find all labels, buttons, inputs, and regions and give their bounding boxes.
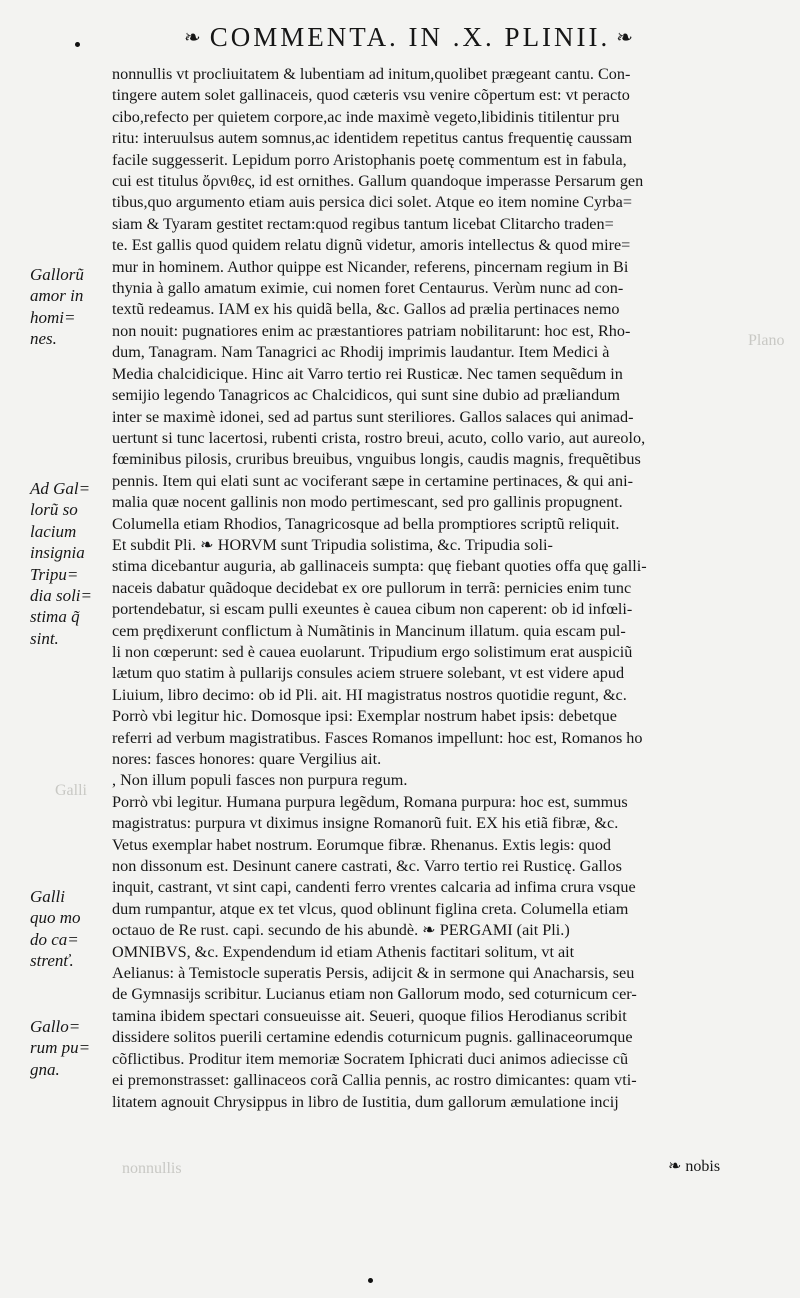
text-line: malia quæ nocent gallinis non modo pertimescant, sed pro gallinis propugnent. (112, 493, 623, 512)
text-line: tamina ibidem spectari consueuisse ait. Seueri, quoque filios Herodianus scribit (112, 1006, 627, 1025)
text-line: nores: fasces honores: quare Vergilius ait. (112, 750, 382, 768)
text-line: pennis. Item qui elati sunt ac vociferant sæpe in certamine pertinaces, & qui ani- (112, 471, 633, 490)
margin-note-line: lacium (30, 521, 77, 541)
text-line: Porrò vbi legitur hic. Domosque ipsi: Exemplar nostrum habet ipsis: debetque (112, 707, 617, 726)
text-line: Vetus exemplar habet nostrum. Eorumque fibræ. Rhenanus. Extis legis: quod (112, 835, 612, 854)
show-through-text: Plano (748, 332, 785, 349)
text-line: li non cœperunt: sed è cauea euolarunt. Tripudium ergo solistimum erat auspiciũ (112, 642, 633, 661)
text-line: dissidere solitos puerili certamine edendis coturnicum pugnis. gallinaceorumque (112, 1028, 633, 1047)
margin-note-line: Gallo= (30, 1017, 81, 1036)
margin-note-line: sint. (30, 628, 59, 648)
margin-note-line: amor in (30, 286, 84, 306)
running-title: COMMENTA. IN .X. PLINII. (209, 21, 611, 52)
ink-dot (75, 42, 80, 47)
text-line: siam & Tyaram gestitet rectam:quod regibus tantum licebat Clitarcho traden= (112, 214, 614, 233)
fleuron-right-icon: ❧ (616, 26, 637, 49)
text-line: textũ redeamus. IAM ex his quidã bella, &c. Gallos ad prælia pertinaces nemo (112, 300, 620, 319)
margin-note-line: insignia (30, 543, 85, 563)
text-line: thynia à gallo amatum eximie, cui nomen foret Centaurus. Verùm nunc ad con- (112, 279, 624, 298)
text-line: OMNIBVS, &c. Expendendum id etiam Athenis factitari solitum, vt ait (112, 942, 575, 961)
running-head (140, 14, 680, 60)
text-line: Et subdit Pli. ❧ HORVM sunt Tripudia solistima, &c. Tripudia soli- (112, 535, 553, 554)
fleuron-left-icon: ❧ (183, 26, 204, 49)
text-line: cui est titulus ὄρνιθες, id est ornithes. Gallum quandoque imperasse Persarum gen (112, 172, 644, 191)
text-line: Porrò vbi legitur. Humana purpura legẽdum, Romana purpura: hoc est, summus (112, 792, 628, 811)
margin-note (30, 478, 102, 649)
text-line: Liuium, libro decimo: ob id Pli. ait. HI magistratus nostros quotidie regunt, &c. (112, 685, 627, 704)
text-line: Columella etiam Rhodios, Tanagricosque ad bella promptiores scriptũ reliquit. (112, 514, 620, 533)
margin-note-line: stima q̃ (30, 607, 80, 627)
text-line: te. Est gallis quod quidem relatu dignũ videtur, amoris intellectus & quod mire= (112, 236, 631, 255)
text-line: litatem agnouit Chrysippus in libro de Iustitia, dum gallorum æmulatione incij (112, 1092, 619, 1111)
text-line: non nouit: pugnatiores enim ac præstantiores patriam nobilitarunt: hoc est, Rho- (112, 321, 631, 340)
text-line: nonnullis vt procliuitatem & lubentiam ad initum,quolibet prægeant cantu. Con- (112, 65, 631, 83)
text-line: lætum quo statim à pullarijs consules aciem struere solebant, vt est videre apud (112, 664, 625, 683)
text-line: de Gymnasijs scribitur. Lucianus etiam non Gallorum modo, sed coturnicum cer- (112, 985, 637, 1004)
text-line: Media chalcidicique. Hinc ait Varro tertio rei Rusticæ. Nec tamen sequẽdum in (112, 364, 623, 383)
text-line: cibo,refecto per quietem corpore,ac inde maximè vegeto,libidinis titilentur pru (112, 107, 620, 126)
margin-note-line: Tripu= (30, 564, 79, 584)
text-line: portendebatur, si escam pulli exeuntes è cauea cibum non caperent: ob id infœli- (112, 600, 633, 619)
text-line: naceis dabatur quãdoque decidebat ex ore pullorum in terrã: pernicies enim tunc (112, 578, 632, 597)
margin-note-line: rum pu= (30, 1038, 91, 1058)
text-line: stima dicebantur auguria, ab gallinaceis sumpta: quę fiebant quoties offa quę galli- (112, 557, 647, 576)
ink-dot (368, 1278, 373, 1283)
margin-note (30, 886, 102, 972)
margin-note-line: strenť. (30, 951, 74, 971)
text-line: referri ad verbum magistratibus. Fasces Romanos impellunt: hoc est, Romanos ho (112, 728, 643, 747)
text-line: , Non illum populi fasces non purpura regum. (112, 771, 408, 790)
show-through-text: nonnullis (122, 1160, 182, 1177)
margin-note-line: dia soli= (30, 586, 93, 606)
margin-note (30, 264, 102, 350)
text-line: inquit, castrant, vt sint capi, candenti ferro vrentes calcaria ad infima crura vsque (112, 878, 636, 897)
text-line: facile suggesserit. Lepidum porro Aristophanis poetę commentum est in fabula, (112, 150, 627, 169)
text-line: octauo de Re rust. capi. secundo de his abundè. ❧ PERGAMI (ait Pli.) (112, 921, 570, 940)
margin-note-line: homi= (30, 307, 76, 327)
catchword: ❧ nobis (668, 1158, 721, 1175)
margin-note-line: nes. (30, 329, 57, 349)
margin-note-line: do ca= (30, 929, 79, 949)
text-line: cem prędixerunt conflictum à Numãtinis in Mancinum illatum. quia escam pul- (112, 621, 626, 640)
text-line: ei premonstrasset: gallinaceos corã Callia pennis, ac rostro dimicantes: quam vti- (112, 1071, 637, 1090)
margin-note-line: Ad Gal= (30, 479, 91, 498)
margin-note-line: Gallorũ (30, 265, 84, 284)
text-line: inter se maximè idonei, sed ad partus sunt steriliores. Gallos salaces qui animad- (112, 407, 634, 426)
text-line: mur in hominem. Author quippe est Nicander, referens, pincernam regium in Bi (112, 257, 629, 276)
text-line: Aelianus: à Temistocle superatis Persis, adijcit & in sermone qui Anacharsis, seu (112, 964, 635, 983)
main-text-block (112, 64, 760, 1113)
text-line: cõflictibus. Proditur item memoriæ Socratem Iphicrati duci animos adiecisse cũ (112, 1049, 629, 1068)
text-line: dum, Tanagram. Nam Tanagrici ac Rhodij imprimis laudantur. Item Medici à (112, 343, 610, 362)
margin-note-line: Galli (30, 887, 65, 906)
text-line: dum rumpantur, atque ex tet vlcus, quod oblinunt figlina creta. Columella etiam (112, 899, 629, 918)
show-through-text: Galli (55, 782, 87, 799)
text-line: uertunt si tunc lacertosi, rubenti crista, rostro breui, acuto, collo vario, aut aureolo, (112, 428, 646, 447)
text-line: ritu: interuulsus autem somnus,ac identidem repetitus cantus frequentię caussam (112, 129, 633, 148)
text-line: semijio legendo Tanagricos ac Chalcidicos, qui sunt sine dubio ad præliandum (112, 386, 620, 405)
text-line: tibus,quo argumento etiam auis persica dici solet. Atque eo item nomine Cyrba= (112, 193, 632, 212)
text-line: tingere autem solet gallinaceis, quod cæteris vsu venire cõpertum est: vt peracto (112, 86, 630, 105)
margin-note-line: gna. (30, 1059, 60, 1079)
text-line: non dissonum est. Desinunt canere castrati, &c. Varro tertio rei Rusticę. Gallos (112, 857, 622, 876)
text-line: magistratus: purpura vt diximus insigne Romanorũ fuit. EX his etiã fibræ, &c. (112, 814, 619, 833)
margin-note (30, 1016, 102, 1080)
text-line: fœminibus pilosis, cruribus breuibus, vnguibus longis, caudis magnis, frequẽtibus (112, 450, 641, 469)
margin-note-line: lorũ so (30, 500, 78, 520)
margin-note-line: quo mo (30, 908, 81, 928)
